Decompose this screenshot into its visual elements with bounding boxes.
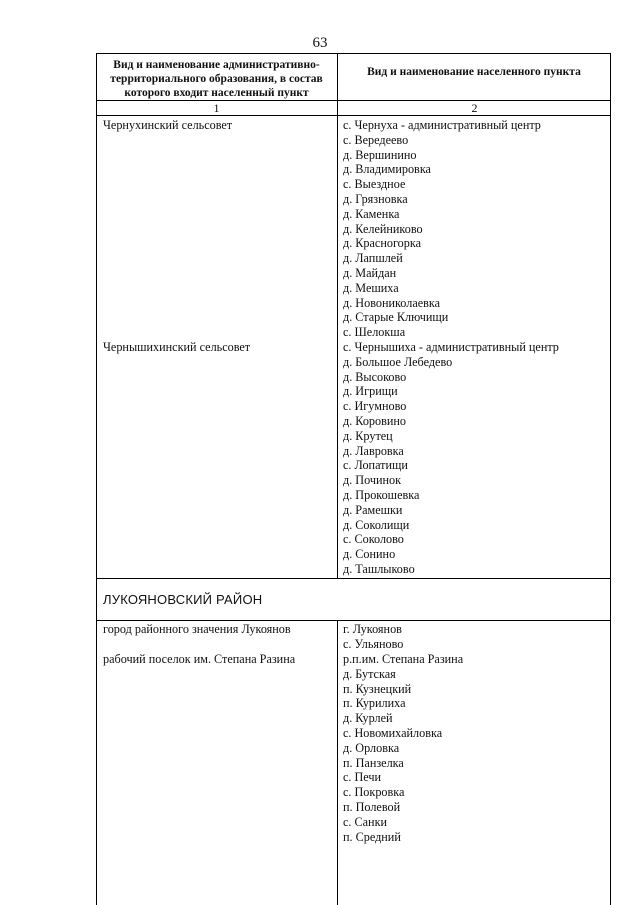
settlement: п. Кузнецкий [343, 681, 412, 696]
district-heading: ЛУКОЯНОВСКИЙ РАЙОН [103, 592, 263, 607]
settlement: д. Крутец [343, 428, 393, 443]
settlement: д. Владимировка [343, 162, 431, 177]
settlement: с. Игумново [343, 399, 407, 414]
settlement: г. Лукоянов [343, 622, 402, 636]
settlement: с. Покровка [343, 785, 405, 800]
settlement-list-chernyshikhinsky [343, 340, 559, 577]
settlement: с. Новомихайловка [343, 725, 443, 740]
settlement: с. Выездное [343, 177, 406, 192]
column-number-2: 2 [471, 101, 478, 115]
section-rule-top [96, 578, 611, 579]
colnum-rule [96, 115, 611, 116]
column-divider-top [337, 53, 338, 579]
settlement: д. Келейниково [343, 221, 423, 236]
settlement-list-chernukhinsky [343, 118, 541, 340]
settlement: с. Чернуха - административный центр [343, 118, 541, 132]
settlement: д. Красногорка [343, 236, 421, 251]
settlement: д. Каменка [343, 206, 400, 221]
unit-name-chernyshikhinsky: Чернышихинский сельсовет [103, 340, 251, 354]
settlement: д. Рамешки [343, 502, 403, 517]
unit-name-chernukhinsky: Чернухинский сельсовет [103, 118, 233, 132]
settlement: с. Ульяново [343, 636, 404, 651]
settlement: д. Бутская [343, 666, 396, 681]
settlement: п. Полевой [343, 799, 401, 814]
settlement: с. Вередеево [343, 132, 409, 147]
settlement: д. Коровино [343, 413, 406, 428]
settlement: д. Высоково [343, 369, 407, 384]
settlement: д. Большое Лебедево [343, 354, 453, 369]
header-rule [96, 100, 611, 101]
column-number-1: 1 [213, 101, 220, 115]
settlement: п. Курилиха [343, 696, 406, 711]
settlement: д. Мешиха [343, 280, 399, 295]
settlement: с. Печи [343, 770, 382, 785]
settlement: д. Прокошевка [343, 487, 420, 502]
settlement: р.п.им. Степана Разина [343, 652, 464, 666]
settlement: д. Соколищи [343, 517, 410, 532]
settlement: п. Панзелка [343, 755, 404, 770]
settlement: п. Средний [343, 829, 401, 844]
settlement-list-lukoyanov [343, 622, 403, 652]
settlement: с. Лопатищи [343, 458, 408, 473]
settlement: д. Орловка [343, 740, 400, 755]
settlement: д. Игрищи [343, 384, 398, 399]
settlement: д. Вершинино [343, 147, 417, 162]
settlement: д. Грязновка [343, 191, 408, 206]
section-rule-bottom [96, 620, 611, 621]
settlement: с. Чернышиха - административный центр [343, 340, 559, 354]
settlement-list-stepana-razina [343, 652, 463, 844]
header-col2: Вид и наименование населенного пункта [367, 66, 581, 78]
settlement: д. Ташлыково [343, 561, 415, 576]
column-divider-bottom [337, 620, 338, 905]
settlement: с. Шелокша [343, 325, 406, 340]
settlement: д. Починок [343, 473, 402, 488]
settlement: с. Соколово [343, 532, 404, 547]
settlement: с. Санки [343, 814, 388, 829]
settlement: д. Майдан [343, 265, 397, 280]
settlement: д. Старые Ключищи [343, 310, 449, 325]
settlement: д. Новониколаевка [343, 295, 441, 310]
page-number: 63 [312, 35, 328, 51]
header-col1: Вид и наименование административно-территориального образования, в состав которого входит населенный пункт [110, 59, 323, 99]
settlement: д. Лавровка [343, 443, 404, 458]
settlement: д. Лапшлей [343, 251, 403, 266]
settlement: д. Курлей [343, 711, 393, 726]
unit-name-lukoyanov-city: город районного значения Лукоянов [103, 622, 291, 636]
unit-name-stepana-razina: рабочий поселок им. Степана Разина [103, 652, 296, 666]
settlement: д. Сонино [343, 547, 396, 562]
